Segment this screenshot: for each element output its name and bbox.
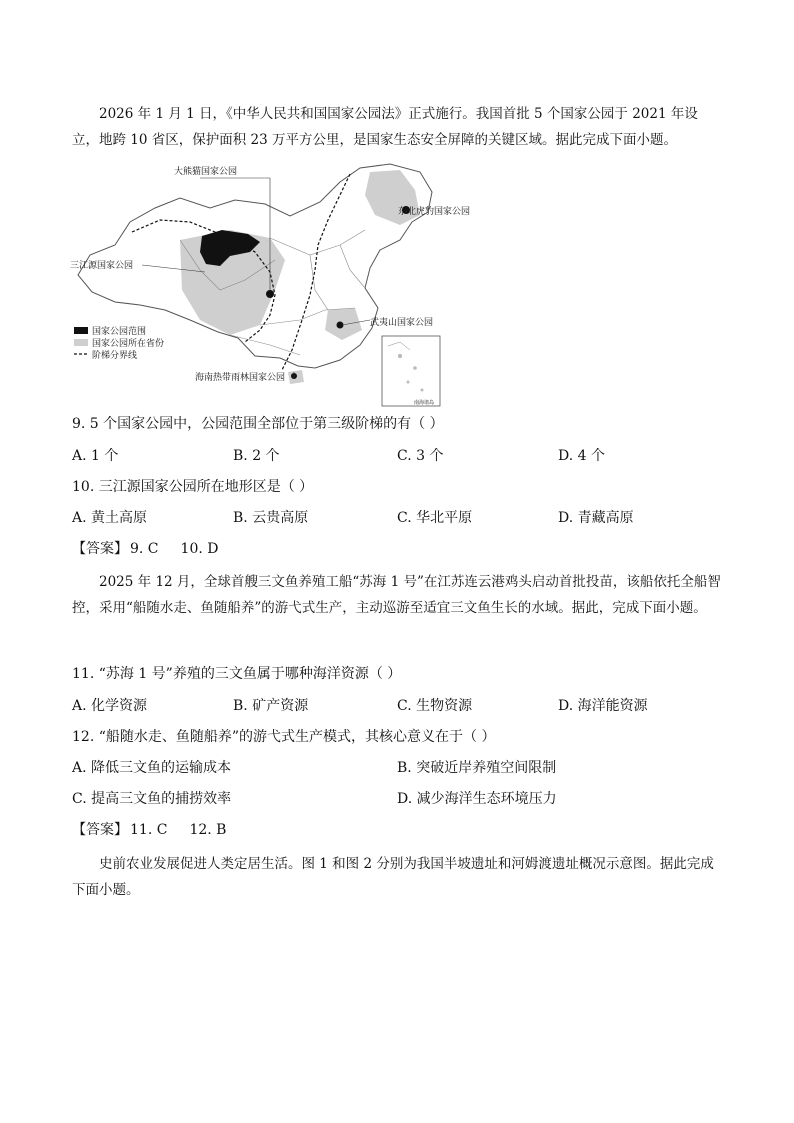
question-9-stem: 9. 5 个国家公园中，公园范围全部位于第三级阶梯的有（ ） — [72, 416, 444, 432]
q10-option-c: C. 华北平原 — [397, 510, 473, 526]
question-11-stem: 11. “苏海 1 号”养殖的三文鱼属于哪种海洋资源（ ） — [72, 666, 402, 682]
answer-line-2 — [72, 820, 248, 840]
q12-option-a: A. 降低三文鱼的运输成本 — [72, 760, 232, 776]
q12-option-c: C. 提高三文鱼的捕捞效率 — [72, 791, 232, 807]
answer-line-1 — [72, 539, 240, 559]
intro-paragraph-1: 2026 年 1 月 1 日，《中华人民共和国国家公园法》正式施行。我国首批 5 个国家公园于 2021 年设立，地跨 10 省区，保护面积 23 万平方公里，是国家生态安全屏障的关键区域。据此完成下面小题。 — [72, 106, 698, 148]
q12-option-b: B. 突破近岸养殖空间限制 — [397, 760, 557, 776]
answer-10: 10. D — [180, 541, 219, 557]
answer-11: 11. C — [130, 822, 168, 838]
q10-option-a: A. 黄土高原 — [72, 510, 148, 526]
map-label-panda: 大熊猫国家公园 — [174, 167, 238, 177]
answer-12: 12. B — [189, 822, 227, 838]
intro-paragraph-3: 史前农业发展促进人类定居生活。图 1 和图 2 分别为我国半坡遗址和河姆渡遗址概况示意图。据此完成下面小题。 — [72, 856, 714, 898]
q11-option-a: A. 化学资源 — [72, 698, 148, 714]
q11-option-d: D. 海洋能资源 — [558, 698, 648, 714]
panda-park — [266, 290, 274, 298]
q10-option-b: B. 云贵高原 — [233, 510, 309, 526]
answer-label: 【答案】 — [72, 541, 128, 557]
legend-swatch-park — [74, 327, 88, 334]
answer-9: 9. C — [130, 541, 159, 557]
q11-option-b: B. 矿产资源 — [233, 698, 309, 714]
legend-label-province: 国家公园所在省份 — [92, 339, 165, 349]
q10-option-d: D. 青藏高原 — [558, 510, 634, 526]
question-12-stem: 12. “船随水走、鱼随船养”的游弋式生产模式，其核心意义在于（ ） — [72, 729, 496, 745]
q11-option-c: C. 生物资源 — [397, 698, 473, 714]
national-parks-map — [70, 160, 470, 410]
inset-frame — [382, 336, 440, 406]
map-label-tiger: 东北虎豹国家公园 — [398, 207, 470, 217]
q12-option-d: D. 减少海洋生态环境压力 — [397, 791, 557, 807]
map-label-hainan: 海南热带雨林国家公园 — [195, 373, 286, 383]
legend-label-boundary: 阶梯分界线 — [92, 351, 138, 361]
park-provinces-area-se — [325, 308, 362, 340]
legend-label-park: 国家公园范围 — [92, 327, 147, 337]
question-10-stem: 10. 三江源国家公园所在地形区是（ ） — [72, 479, 314, 495]
q9-option-a: A. 1 个 — [72, 448, 119, 464]
q9-option-b: B. 2 个 — [233, 448, 280, 464]
intro-paragraph-2: 2025 年 12 月，全球首艘三文鱼养殖工船“苏海 1 号”在江苏连云港鸡头启动首批投苗，该船依托全船智控，采用“船随水走、鱼随船养”的游弋式生产，主动巡游至适宜三文鱼生长的水域。据此，完成下面小题。 — [72, 574, 721, 616]
answer-label: 【答案】 — [72, 822, 128, 838]
inset-label: 南海诸岛 — [414, 400, 435, 406]
legend-swatch-province — [74, 339, 88, 346]
map-label-wuyishan: 武夷山国家公园 — [370, 318, 434, 328]
map-label-sanjiangyuan: 三江源国家公园 — [70, 261, 134, 271]
q9-option-c: C. 3 个 — [397, 448, 444, 464]
q9-option-d: D. 4 个 — [558, 448, 605, 464]
